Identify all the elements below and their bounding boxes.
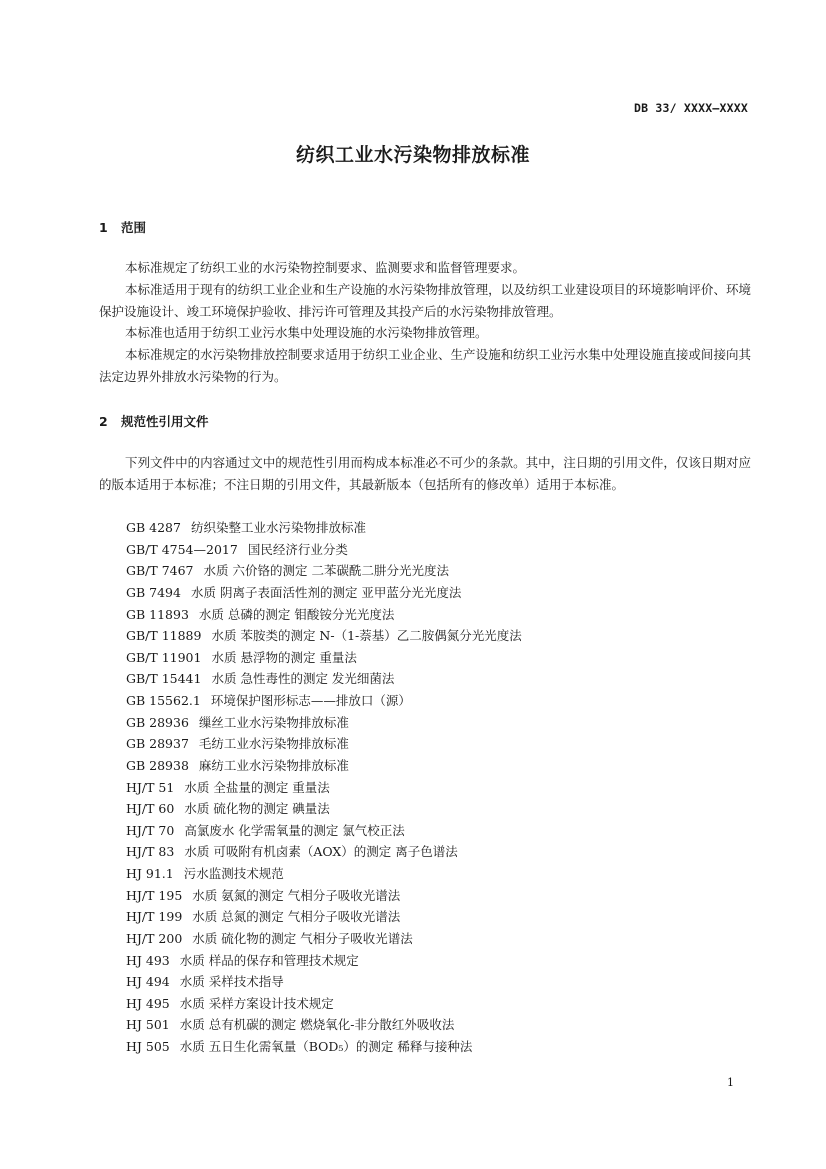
- references-intro-paragraph: 下列文件中的内容通过文中的规范性引用而构成本标准必不可少的条款。其中，注日期的引用文件，仅该日期对应的版本适用于本标准；不注日期的引用文件，其最新版本（包括所有的修改单）适用于本标准。: [99, 455, 751, 492]
- reference-title: 水质 可吸附有机卤素（AOX）的测定 离子色谱法: [184, 844, 458, 860]
- reference-item: [126, 604, 522, 626]
- reference-title: 高氯废水 化学需氧量的测定 氯气校正法: [184, 822, 405, 838]
- reference-title: 缫丝工业水污染物排放标准: [198, 714, 349, 730]
- reference-code: HJ/T 51: [126, 779, 175, 795]
- reference-item: [126, 690, 522, 712]
- reference-title: 水质 总磷的测定 钼酸铵分光光度法: [198, 606, 395, 622]
- reference-code: HJ 494: [126, 974, 170, 990]
- reference-title: 水质 采样技术指导: [179, 974, 284, 990]
- reference-item: [126, 885, 522, 907]
- reference-item: [126, 950, 522, 972]
- reference-code: GB/T 11901: [126, 649, 202, 665]
- reference-item: [126, 539, 522, 561]
- reference-title: 毛纺工业水污染物排放标准: [198, 736, 349, 752]
- reference-title: 水质 急性毒性的测定 发光细菌法: [211, 671, 395, 687]
- reference-item: [126, 971, 522, 993]
- reference-list: [126, 517, 522, 1058]
- reference-code: HJ 493: [126, 952, 170, 968]
- reference-code: GB 28938: [126, 757, 189, 773]
- reference-code: GB 28936: [126, 714, 189, 730]
- section-number: 2: [99, 414, 108, 429]
- document-title: 纺织工业水污染物排放标准: [295, 144, 530, 166]
- scope-paragraph: 本标准规定的水污染物排放控制要求适用于纺织工业企业、生产设施和纺织工业污水集中处理设施直接或间接向其法定边界外排放水污染物的行为。: [99, 347, 751, 384]
- document-code: DB 33/ XXXX—XXXX: [634, 101, 748, 115]
- reference-item: [126, 582, 522, 604]
- reference-code: GB 28937: [126, 736, 189, 752]
- reference-code: GB/T 11889: [126, 628, 202, 644]
- reference-code: GB 4287: [126, 520, 181, 535]
- reference-item: [126, 993, 522, 1015]
- reference-item: [126, 906, 522, 928]
- section-number: 1: [99, 220, 108, 235]
- reference-code: HJ/T 83: [126, 844, 175, 860]
- reference-title: 水质 总有机碳的测定 燃烧氧化-非分散红外吸收法: [179, 1017, 455, 1033]
- reference-code: GB 11893: [126, 606, 189, 622]
- reference-item: [126, 517, 522, 539]
- reference-code: HJ 495: [126, 995, 170, 1011]
- reference-item: [126, 560, 522, 582]
- reference-title: 环境保护图形标志——排放口（源）: [210, 693, 411, 708]
- section-heading-scope: [99, 218, 146, 236]
- reference-title: 水质 样品的保存和管理技术规定: [179, 952, 359, 968]
- reference-title: 污水监测技术规范: [183, 866, 284, 881]
- reference-item: [126, 798, 522, 820]
- reference-item: [126, 733, 522, 755]
- reference-item: [126, 755, 522, 777]
- reference-item: [126, 668, 522, 690]
- reference-title: 水质 悬浮物的测定 重量法: [211, 649, 357, 665]
- scope-paragraph: 本标准适用于现有的纺织工业企业和生产设施的水污染物排放管理，以及纺织工业建设项目的环境影响评价、环境保护设施设计、竣工环境保护验收、排污许可管理及其投产后的水污染物排放管理。: [99, 282, 751, 319]
- reference-code: HJ/T 195: [126, 887, 183, 903]
- reference-item: [126, 1036, 522, 1058]
- reference-item: [126, 841, 522, 863]
- scope-paragraph: 本标准也适用于纺织工业污水集中处理设施的水污染物排放管理。: [125, 325, 488, 340]
- reference-item: [126, 863, 522, 885]
- reference-code: HJ/T 200: [126, 930, 183, 946]
- reference-code: HJ/T 70: [126, 822, 175, 838]
- reference-title: 麻纺工业水污染物排放标准: [198, 757, 349, 773]
- reference-title: 水质 五日生化需氧量（BOD₅）的测定 稀释与接种法: [179, 1039, 473, 1054]
- scope-paragraph: 本标准规定了纺织工业的水污染物控制要求、监测要求和监督管理要求。: [125, 260, 526, 275]
- reference-title: 水质 采样方案设计技术规定: [179, 995, 334, 1011]
- section-title: 规范性引用文件: [121, 414, 209, 429]
- reference-code: GB/T 4754—2017: [126, 541, 238, 557]
- reference-item: [126, 777, 522, 799]
- reference-title: 国民经济行业分类: [247, 541, 348, 557]
- reference-code: GB 7494: [126, 584, 181, 600]
- reference-code: HJ/T 60: [126, 801, 175, 817]
- page-number: 1: [727, 1076, 734, 1089]
- reference-item: [126, 820, 522, 842]
- reference-item: [126, 625, 522, 647]
- reference-title: 水质 硫化物的测定 气相分子吸收光谱法: [192, 930, 413, 946]
- section-title: 范围: [121, 220, 147, 235]
- reference-title: 水质 氨氮的测定 气相分子吸收光谱法: [192, 887, 401, 903]
- reference-code: HJ 91.1: [126, 866, 174, 881]
- reference-code: HJ 501: [126, 1017, 170, 1033]
- reference-item: [126, 1014, 522, 1036]
- reference-item: [126, 647, 522, 669]
- reference-title: 水质 总氮的测定 气相分子吸收光谱法: [192, 909, 401, 925]
- section-heading-normative-references: [99, 412, 209, 430]
- reference-item: [126, 928, 522, 950]
- reference-code: GB 15562.1: [126, 693, 201, 708]
- reference-title: 水质 全盐量的测定 重量法: [184, 779, 330, 795]
- reference-title: 水质 硫化物的测定 碘量法: [184, 801, 330, 817]
- reference-code: GB/T 7467: [126, 563, 194, 579]
- reference-title: 水质 六价铬的测定 二苯碳酰二肼分光光度法: [203, 563, 449, 579]
- reference-item: [126, 712, 522, 734]
- reference-code: HJ 505: [126, 1039, 170, 1054]
- reference-title: 水质 苯胺类的测定 N-（1-萘基）乙二胺偶氮分光光度法: [211, 628, 522, 644]
- reference-title: 水质 阴离子表面活性剂的测定 亚甲蓝分光光度法: [190, 584, 462, 600]
- reference-code: HJ/T 199: [126, 909, 183, 925]
- reference-title: 纺织染整工业水污染物排放标准: [190, 520, 366, 535]
- reference-code: GB/T 15441: [126, 671, 202, 687]
